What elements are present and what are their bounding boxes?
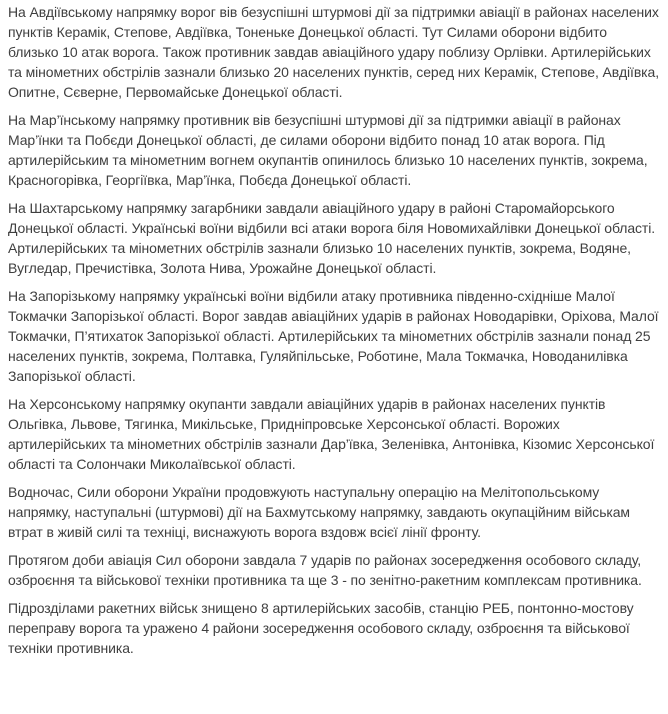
paragraph-offensive-operations: Водночас, Сили оборони України продовжують наступальну операцію на Мелітопольському напрямку, наступальні (штурмові) дії на Бахмутському напрямку, завдають окупаційним військам втрат в живій силі та техніці, виснажують ворога вздовж всієї лінії фронту. xyxy=(8,484,630,540)
paragraph-zaporizhzhia-front: На Запорізькому напрямку українські воїни відбили атаку противника південно-східніше Малої Токмачки Запорізької області. Ворог завдав авіаційних ударів в районах Новодарівки, Оріхова, Малої Токмачки, П’ятихаток Запорізької області. Артилерійських та мінометних обстрілів зазнали понад 25 населених пунктів, зокрема, Полтавка, Гуляйпільське, Роботине, Мала Токмачка, Новоданилівка Запорізької області. xyxy=(8,288,659,384)
paragraph-missile-forces: Підрозділами ракетних військ знищено 8 артилерійських засобів, станцію РЕБ, понтонно-мостову переправу ворога та уражено 4 райони зосередження особового складу, озброєння та військової техніки противника. xyxy=(8,600,634,656)
paragraph-kherson-front: На Херсонському напрямку окупанти завдали авіаційних ударів в районах населених пунктів Ольгівка, Львове, Тягинка, Микільське, Придніпровське Херсонської області. Ворожих артилерійських та мінометних обстрілів зазнали Дар’ївка, Зеленівка, Антонівка, Кізомис Херсонської області та Солончаки Миколаївської області. xyxy=(8,396,655,472)
paragraph-avdiivka-front: На Авдіївському напрямку ворог вів безуспішні штурмові дії за підтримки авіації в районах населених пунктів Керамік, Степове, Авдіївка, Тоненьке Донецької області. Тут Силами оборони відбито близько 10 атак ворога. Також противник завдав авіаційного удару поблизу Орлівки. Артилерійських та мінометних обстрілів зазнали близько 20 населених пунктів, серед них Керамік, Степове, Авдіївка, Опитне, Сєверне, Первомайське Донецької області. xyxy=(8,4,659,100)
paragraph-shakhtarske-front: На Шахтарському напрямку загарбники завдали авіаційного удару в районі Старомайорського Донецької області. Українські воїни відбили всі атаки ворога біля Новомихайлівки Донецької області. Артилерійських та мінометних обстрілів зазнали близько 10 населених пунктів, зокрема, Водяне, Вугледар, Пречистівка, Золота Нива, Урожайне Донецької області. xyxy=(8,200,656,276)
paragraph-aviation-strikes: Протягом доби авіація Сил оборони завдала 7 ударів по районах зосередження особового складу, озброєння та військової техніки противника та ще 3 - по зенітно-ракетним комплексам противника. xyxy=(8,552,642,588)
paragraph-mariinka-front: На Мар’їнському напрямку противник вів безуспішні штурмові дії за підтримки авіації в районах Мар’їнки та Побєди Донецької області, де силами оборони відбито понад 10 атак ворога. Під артилерійським та мінометним вогнем окупантів опинилось близько 10 населених пунктів, зокрема, Красногорівка, Георгіївка, Мар’їнка, Побєда Донецької області. xyxy=(8,112,648,188)
